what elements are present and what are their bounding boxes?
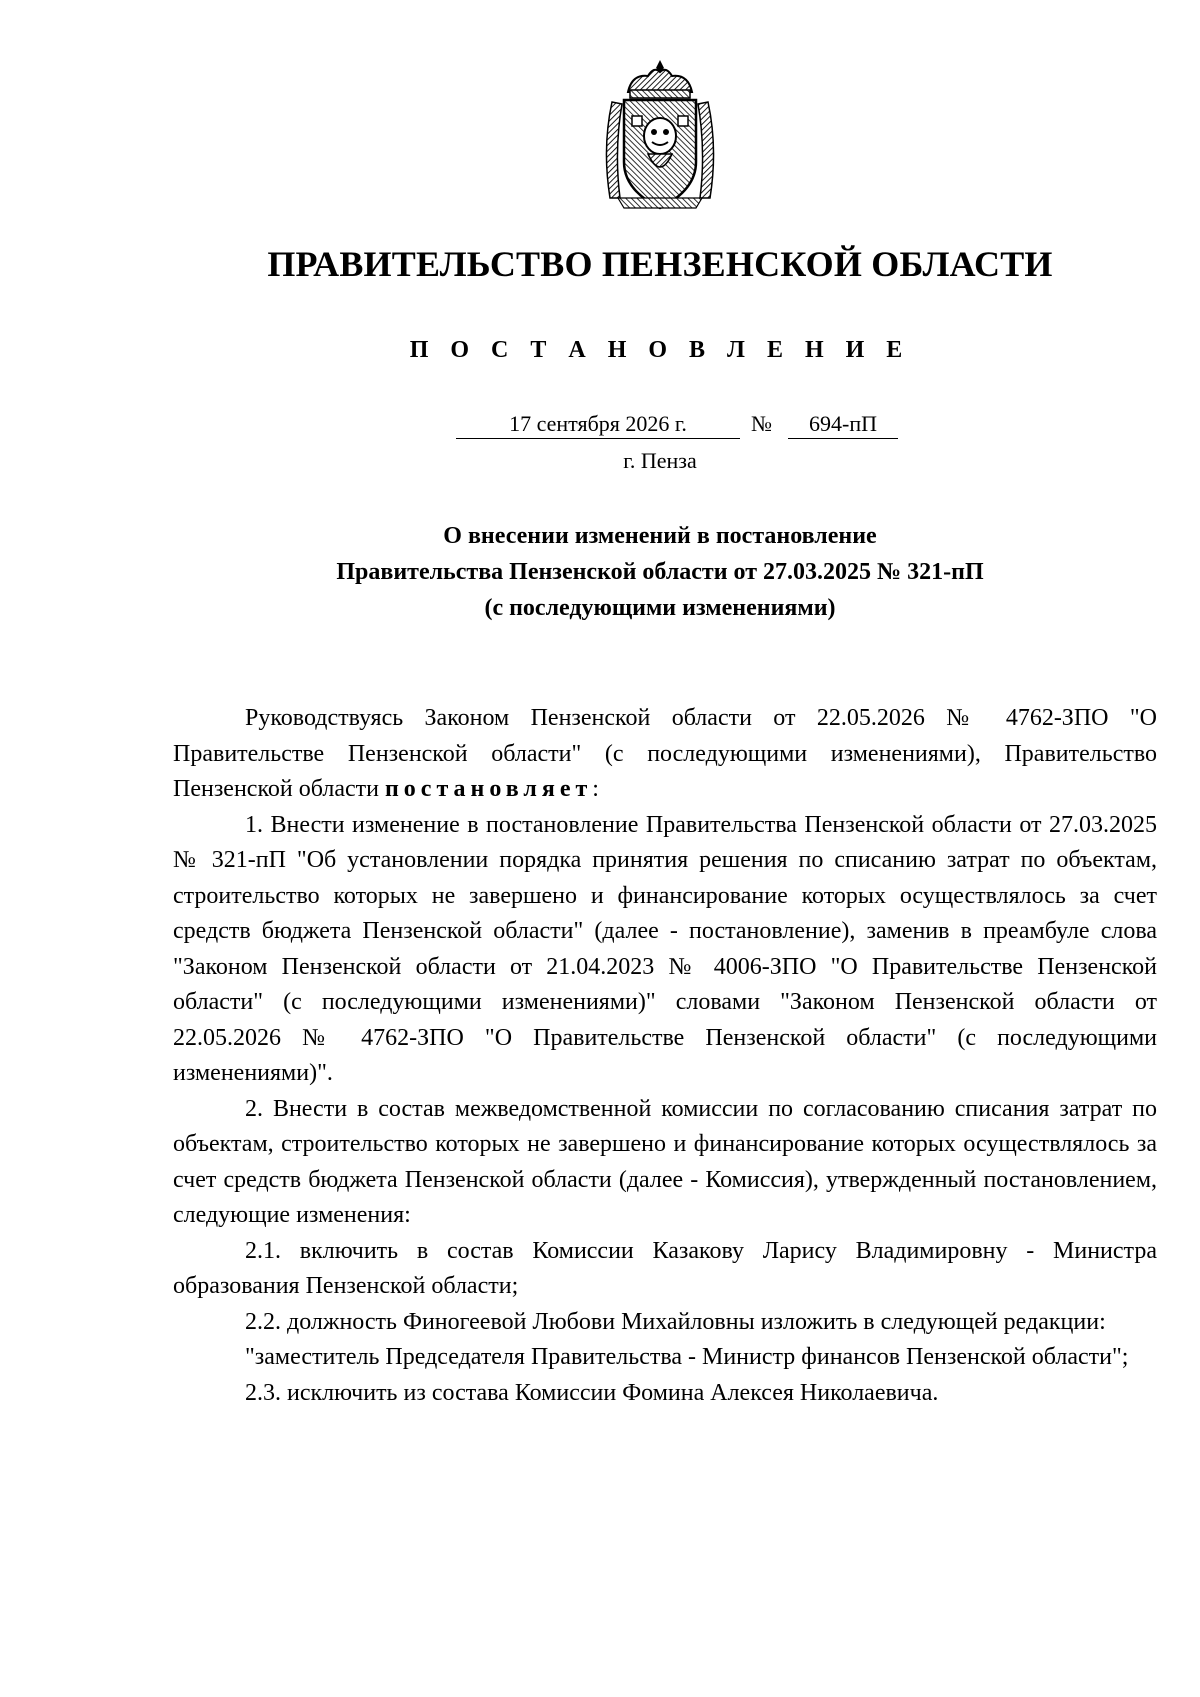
item-2-2-paragraph: 2.2. должность Финогеевой Любови Михайловны изложить в следующей редакции:: [245, 1308, 1106, 1335]
government-title: ПРАВИТЕЛЬСТВО ПЕНЗЕНСКОЙ ОБЛАСТИ: [267, 244, 1053, 284]
item-2-3-paragraph: 2.3. исключить из состава Комиссии Фомина Алексея Николаевича.: [245, 1379, 939, 1406]
preamble-keyword: постановляет: [384, 776, 593, 802]
preamble-end: :: [592, 776, 599, 802]
document-subject: [200, 518, 1120, 626]
document-date: 17 сентября 2026 г.: [456, 410, 740, 439]
coat-of-arms-icon: [598, 58, 722, 213]
item-2-2-quote-paragraph: "заместитель Председателя Правительства - Министр финансов Пензенской области";: [245, 1344, 1129, 1370]
document-body: [173, 701, 1157, 1411]
subject-line-2: Правительства Пензенской области от 27.03.2025 № 321-пП: [336, 559, 984, 585]
subject-line-1: О внесении изменений в постановление: [443, 523, 877, 549]
item-2-paragraph: 2. Внести в состав межведомственной комиссии по согласованию списания затрат по объектам, строительство которых не завершено и финансирование которых осуществлялось за счет средств бюджета Пензенской области (далее - Комиссия), утвержденный постановлением, следующие изменения:: [173, 1095, 1157, 1228]
preamble-paragraph: [173, 701, 1157, 808]
document-number: 694-пП: [788, 410, 898, 439]
subject-line-3: (с последующими изменениями): [484, 595, 836, 621]
city-of-issue: г. Пенза: [623, 448, 697, 473]
document-type-heading: П О С Т А Н О В Л Е Н И Е: [409, 337, 911, 363]
item-2-1-paragraph: 2.1. включить в состав Комиссии Казакову Ларису Владимировну - Министра образования Пензенской области;: [173, 1237, 1157, 1299]
number-sign: №: [751, 411, 772, 436]
preamble-text: Руководствуясь Законом Пензенской области от 22.05.2026 № 4762-ЗПО "О Правительстве Пензенской области" (с последующими изменениями), Правительство Пензенской области: [173, 705, 1157, 802]
item-1-paragraph: 1. Внести изменение в постановление Правительства Пензенской области от 27.03.2025 № 321-пП "Об установлении порядка принятия решения по списанию затрат по объектам, строительство которых не завершено и финансирование которых осуществлялось за счет средств бюджета Пензенской области" (далее - постановление), заменив в преамбуле слова "Законом Пензенской области от 21.04.2023 № 4006-ЗПО "О Правительстве Пензенской области" (с последующими изменениями)" словами "Законом Пензенской области от 22.05.2026 № 4762-ЗПО "О Правительстве Пензенской области" (с последующими изменениями)".: [173, 811, 1157, 1086]
